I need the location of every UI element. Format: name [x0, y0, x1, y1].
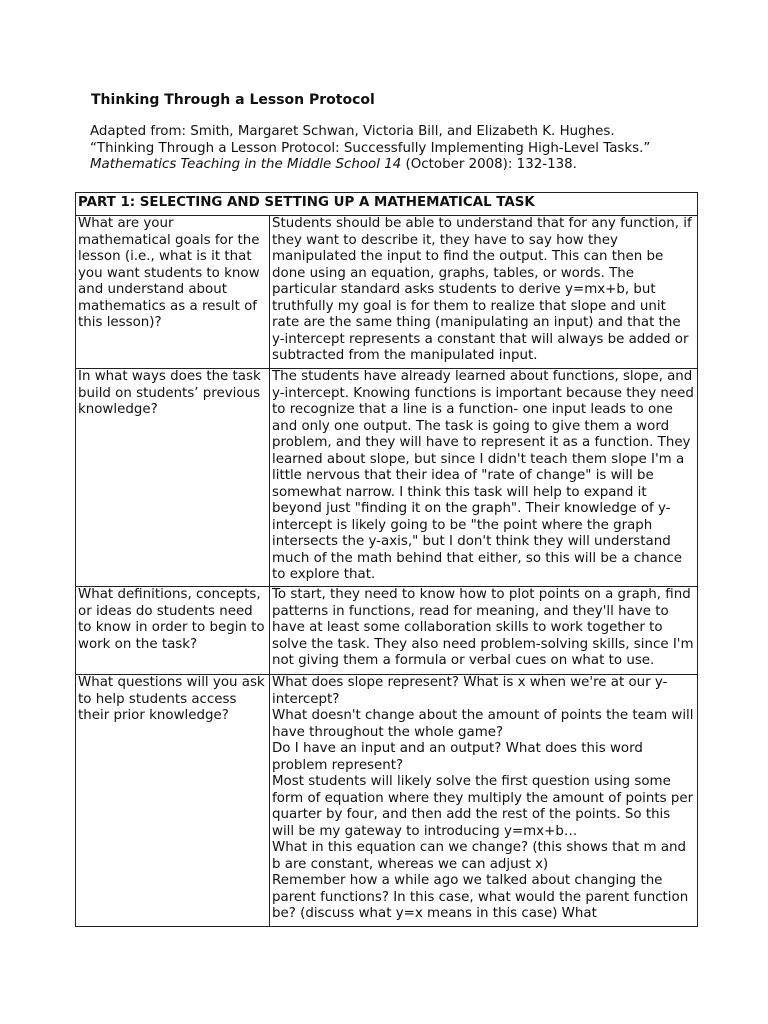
question-cell-goals: What are your mathematical goals for the lesson (i.e., what is it that you want students to know and understand about mathematics as a result of this lesson)?	[76, 216, 270, 369]
document-title: Thinking Through a Lesson Protocol	[91, 92, 375, 108]
citation-line-3	[90, 157, 700, 174]
table-header-row	[76, 193, 698, 216]
table-row	[76, 369, 698, 587]
table-row	[76, 216, 698, 369]
table-row	[76, 675, 698, 927]
answer-line: What does slope represent? What is x when we're at our y-intercept?	[272, 675, 668, 707]
answer-cell-access-questions	[270, 675, 698, 927]
citation-line-2: “Thinking Through a Lesson Protocol: Successfully Implementing High-Level Tasks.”	[90, 140, 651, 156]
citation-line-1: Adapted from: Smith, Margaret Schwan, Victoria Bill, and Elizabeth K. Hughes.	[90, 124, 615, 139]
protocol-table	[75, 192, 698, 927]
question-cell-access-questions: What questions will you ask to help students access their prior knowledge?	[76, 675, 270, 927]
question-cell-definitions: What definitions, concepts, or ideas do students need to know in order to begin to work on the task?	[76, 587, 270, 675]
answer-line: Most students will likely solve the first question using some form of equation where they multiply the amount of points per quarter by four, and then add the rest of the points. So this will be my gateway to introducing y=mx+b…	[272, 774, 694, 839]
citation-details: (October 2008): 132-138.	[401, 157, 577, 172]
answer-line: Do I have an input and an output? What does this word problem represent?	[272, 741, 643, 773]
citation	[90, 124, 700, 174]
answer-line: What doesn't change about the amount of points the team will have throughout the whole game?	[272, 708, 694, 740]
citation-journal: Mathematics Teaching in the Middle School 14	[90, 157, 402, 172]
part-1-header: PART 1: SELECTING AND SETTING UP A MATHEMATICAL TASK	[76, 193, 698, 216]
answer-cell-prior-knowledge: The students have already learned about functions, slope, and y-intercept. Knowing functions is important because they need to recognize that a line is a function- one input leads to one and only one output. The task is going to give them a word problem, and they will have to represent it as a function. They learned about slope, but since I didn't teach them slope I'm a little nervous that their idea of "rate of change" is will be somewhat narrow. I think this task will help to expand it beyond just "finding it on the graph". Their knowledge of y-intercept is likely going to be "the point where the graph intersects the y-axis," but I don't think they will understand much of the math behind that either, so this will be a chance to explore that.	[270, 369, 698, 587]
answer-line: Remember how a while ago we talked about changing the parent functions? In this case, what would the parent function be? (discuss what y=x means in this case) What	[272, 873, 689, 921]
question-cell-prior-knowledge: In what ways does the task build on students’ previous knowledge?	[76, 369, 270, 587]
answer-cell-goals: Students should be able to understand that for any function, if they want to describe it, they have to say how they manipulated the input to find the output. This can then be done using an equation, graphs, tables, or words. The particular standard asks students to derive y=mx+b, but truthfully my goal is for them to realize that slope and unit rate are the same thing (manipulating an input) and that the y-intercept represents a constant that will always be added or subtracted from the manipulated input.	[270, 216, 698, 369]
table-row	[76, 587, 698, 675]
answer-line: What in this equation can we change? (this shows that m and b are constant, whereas we can adjust x)	[272, 840, 687, 872]
answer-cell-definitions: To start, they need to know how to plot points on a graph, find patterns in functions, read for meaning, and they'll have to have at least some collaboration skills to work together to solve the task. They also need problem-solving skills, since I'm not giving them a formula or verbal cues on what to use.	[270, 587, 698, 675]
